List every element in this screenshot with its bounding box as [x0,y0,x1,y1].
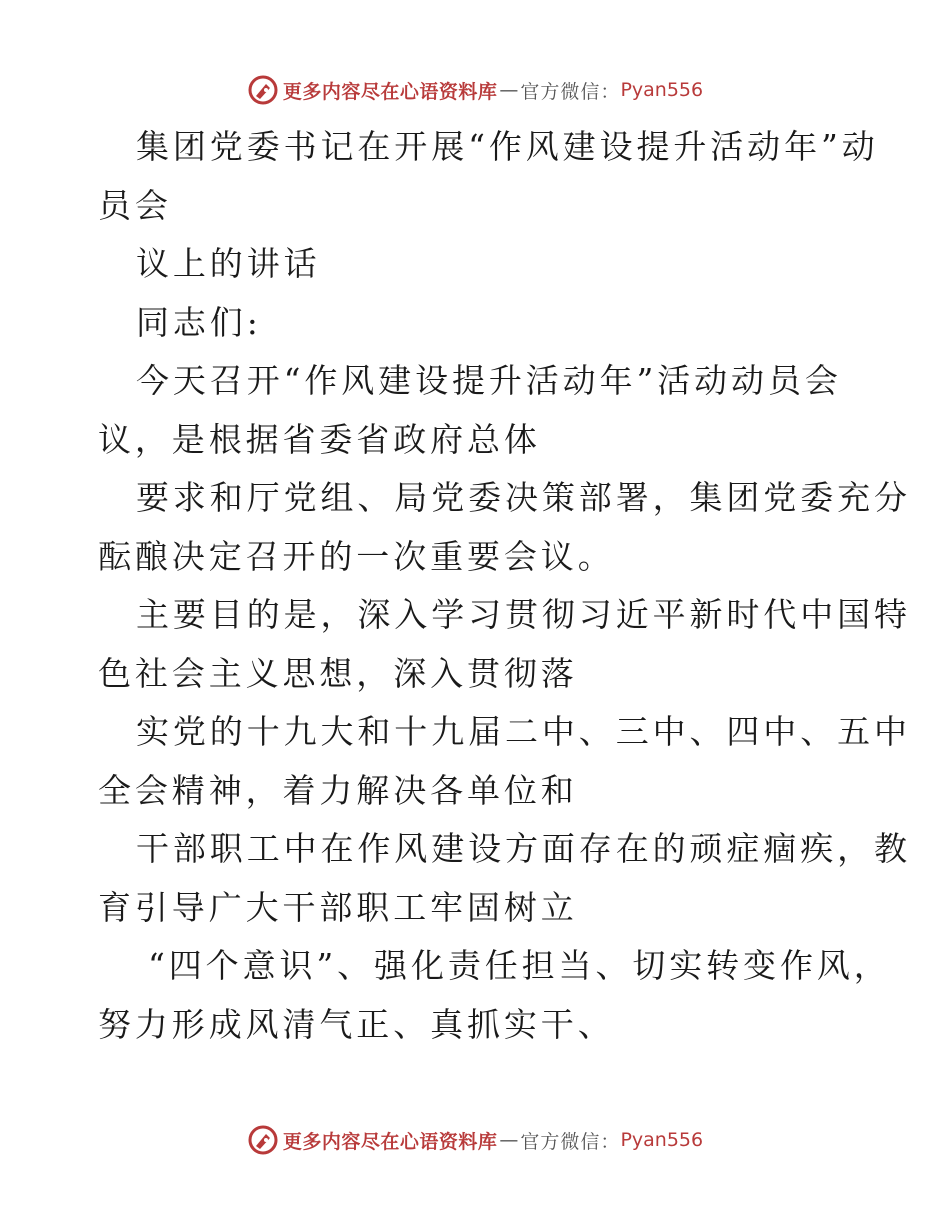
paragraph-line: 要求和厅党组、局党委决策部署，集团党委充分 [136,478,911,517]
banner-wechat-id: Pyan556 [620,79,704,101]
banner-dash: — [499,1129,519,1151]
paragraph-line: 酝酿决定召开的一次重要会议。 [98,536,615,576]
banner-sub-text: 官方微信： [520,1130,621,1153]
title-line-2: 员会 [98,185,172,225]
paragraph-line: 干部职工中在作风建设方面存在的顽症痼疾，教 [136,829,911,868]
paragraph-line: 色社会主义思想，深入贯彻落 [98,653,578,693]
footer-banner [0,1122,950,1158]
paragraph-line: 努力形成风清气正、真抓实干、 [98,1004,615,1044]
title-line-3: 议上的讲话 [136,244,321,283]
paragraph-line: 今天召开“作风建设提升活动年”活动动员会 [136,361,842,400]
banner-main-text: 更多内容尽在心语资料库 [282,1130,498,1153]
document-body [98,118,911,1054]
header-banner [0,72,950,108]
salutation: 同志们: [136,302,262,342]
banner-sub-text: 官方微信： [520,80,621,103]
paragraph-line: 议，是根据省委省政府总体 [98,419,541,459]
paragraph-line: 育引导广大干部职工牢固树立 [98,887,578,927]
banner-wechat-id: Pyan556 [620,1129,704,1151]
banner-main-text: 更多内容尽在心语资料库 [282,80,498,103]
title-line-1: 集团党委书记在开展“作风建设提升活动年”动 [136,127,879,166]
pen-nib-circle-icon [247,74,279,106]
banner-dash: — [499,79,519,101]
paragraph-line: “四个意识”、强化责任担当、切实转变作风， [148,946,891,985]
paragraph-line: 实党的十九大和十九届二中、三中、四中、五中 [136,712,911,751]
paragraph-line: 全会精神，着力解决各单位和 [98,770,578,810]
pen-nib-circle-icon [247,1124,279,1156]
paragraph-line: 主要目的是，深入学习贯彻习近平新时代中国特 [136,595,911,634]
